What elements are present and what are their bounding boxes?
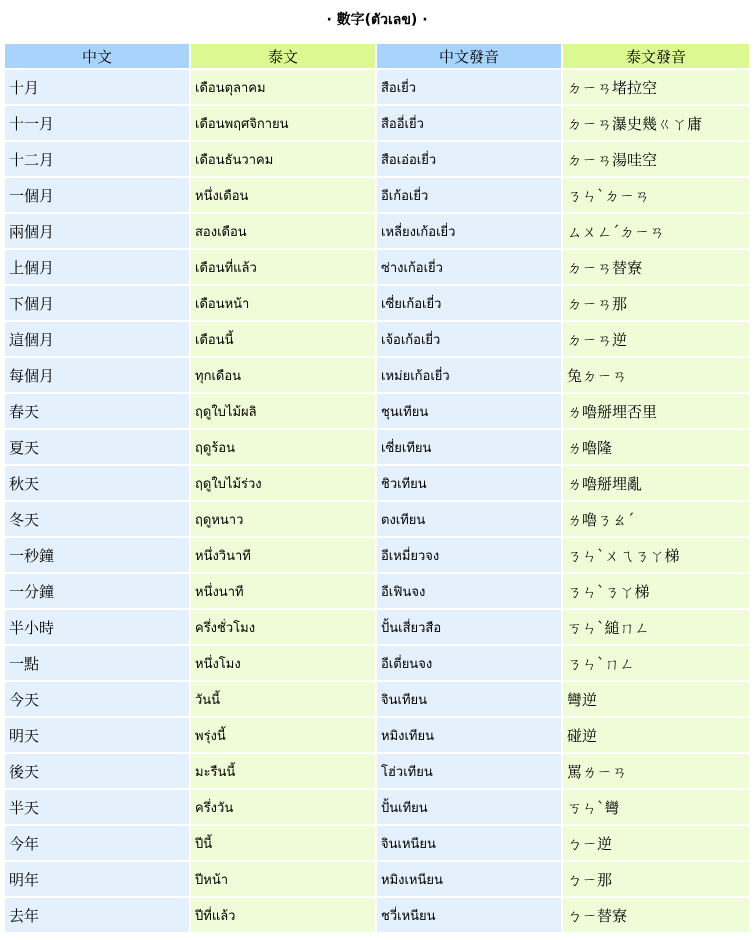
cell-chinese-pronunciation: โฮ่วเทียน bbox=[377, 754, 561, 788]
table-row bbox=[5, 898, 749, 932]
cell-chinese: 半小時 bbox=[5, 610, 189, 644]
cell-thai: ฤดูใบไม้ผลิ bbox=[191, 394, 375, 428]
cell-thai-pronunciation: ㄌ嚕掰埋否里 bbox=[563, 394, 749, 428]
cell-chinese: 明年 bbox=[5, 862, 189, 896]
cell-chinese: 秋天 bbox=[5, 466, 189, 500]
cell-thai: หนึ่งเดือน bbox=[191, 178, 375, 212]
page-title: · 數字(ตัวเลข) · bbox=[326, 12, 428, 28]
table-row bbox=[5, 790, 749, 824]
cell-thai: หนึ่งโมง bbox=[191, 646, 375, 680]
table-row bbox=[5, 754, 749, 788]
table-row bbox=[5, 502, 749, 536]
cell-thai-pronunciation: ㄉㄧㄢ瀑史幾ㄍㄚ庸 bbox=[563, 106, 749, 140]
cell-thai: วันนี้ bbox=[191, 682, 375, 716]
table-row bbox=[5, 250, 749, 284]
cell-chinese-pronunciation: หมิงเหนียน bbox=[377, 862, 561, 896]
cell-thai-pronunciation: ㄌ嚕隆 bbox=[563, 430, 749, 464]
cell-thai-pronunciation: ㄎㄣˋ彎 bbox=[563, 790, 749, 824]
cell-thai-pronunciation: ㄎㄣˋ縋ㄇㄥ bbox=[563, 610, 749, 644]
cell-chinese-pronunciation: อีเก้อเยี่ว bbox=[377, 178, 561, 212]
cell-chinese-pronunciation: หมิงเทียน bbox=[377, 718, 561, 752]
cell-chinese-pronunciation: ชุนเทียน bbox=[377, 394, 561, 428]
cell-thai-pronunciation: ㄅㄧ那 bbox=[563, 862, 749, 896]
cell-thai-pronunciation: ㄋㄣˋㄋㄚ梯 bbox=[563, 574, 749, 608]
cell-thai-pronunciation: ㄋㄣˋㄉㄧㄢ bbox=[563, 178, 749, 212]
cell-thai-pronunciation: ㄙㄨㄥˊㄉㄧㄢ bbox=[563, 214, 749, 248]
table-row bbox=[5, 646, 749, 680]
cell-thai: ทุกเดือน bbox=[191, 358, 375, 392]
header-chinese: 中文 bbox=[5, 44, 189, 68]
cell-chinese-pronunciation: สือเอ่อเยี่ว bbox=[377, 142, 561, 176]
cell-thai-pronunciation: 彎逆 bbox=[563, 682, 749, 716]
cell-chinese: 明天 bbox=[5, 718, 189, 752]
table-row bbox=[5, 682, 749, 716]
cell-thai-pronunciation: ㄉㄧㄢ逆 bbox=[563, 322, 749, 356]
cell-chinese-pronunciation: ชิวเทียน bbox=[377, 466, 561, 500]
table-row bbox=[5, 286, 749, 320]
cell-chinese: 去年 bbox=[5, 898, 189, 932]
table-row bbox=[5, 358, 749, 392]
cell-chinese: 春天 bbox=[5, 394, 189, 428]
cell-thai: เดือนนี้ bbox=[191, 322, 375, 356]
cell-thai: ปีหน้า bbox=[191, 862, 375, 896]
table-row bbox=[5, 178, 749, 212]
cell-thai: เดือนพฤศจิกายน bbox=[191, 106, 375, 140]
table-row bbox=[5, 862, 749, 896]
cell-thai-pronunciation: ㄅㄧ逆 bbox=[563, 826, 749, 860]
cell-chinese: 一分鐘 bbox=[5, 574, 189, 608]
cell-thai-pronunciation: ㄉㄧㄢ替寮 bbox=[563, 250, 749, 284]
cell-chinese: 今年 bbox=[5, 826, 189, 860]
cell-thai: เดือนธันวาคม bbox=[191, 142, 375, 176]
cell-chinese-pronunciation: เซี่ยเก้อเยี่ว bbox=[377, 286, 561, 320]
table-row bbox=[5, 538, 749, 572]
cell-thai: มะรืนนี้ bbox=[191, 754, 375, 788]
table-header-row bbox=[5, 44, 749, 68]
cell-thai: เดือนที่แล้ว bbox=[191, 250, 375, 284]
cell-thai: ฤดูหนาว bbox=[191, 502, 375, 536]
cell-chinese: 這個月 bbox=[5, 322, 189, 356]
cell-chinese-pronunciation: สืออี่เยี่ว bbox=[377, 106, 561, 140]
table-row bbox=[5, 574, 749, 608]
cell-chinese-pronunciation: จินเหนียน bbox=[377, 826, 561, 860]
cell-thai-pronunciation: ㄉㄧㄢ那 bbox=[563, 286, 749, 320]
cell-thai: หนึ่งนาที bbox=[191, 574, 375, 608]
table-row bbox=[5, 610, 749, 644]
table-row bbox=[5, 322, 749, 356]
table-row bbox=[5, 214, 749, 248]
cell-thai: ปีที่แล้ว bbox=[191, 898, 375, 932]
cell-chinese-pronunciation: เจ้อเก้อเยี่ว bbox=[377, 322, 561, 356]
cell-thai: เดือนหน้า bbox=[191, 286, 375, 320]
table-row bbox=[5, 106, 749, 140]
cell-chinese: 今天 bbox=[5, 682, 189, 716]
table-row bbox=[5, 466, 749, 500]
cell-thai-pronunciation: ㄉㄧㄢ堵拉空 bbox=[563, 70, 749, 104]
cell-chinese: 一秒鐘 bbox=[5, 538, 189, 572]
cell-thai: หนึ่งวินาที bbox=[191, 538, 375, 572]
cell-chinese-pronunciation: จินเทียน bbox=[377, 682, 561, 716]
cell-chinese: 十一月 bbox=[5, 106, 189, 140]
table-row bbox=[5, 142, 749, 176]
cell-chinese-pronunciation: ซ่างเก้อเยี่ว bbox=[377, 250, 561, 284]
cell-chinese-pronunciation: สือเยี่ว bbox=[377, 70, 561, 104]
cell-chinese-pronunciation: เหม่ยเก้อเยี่ว bbox=[377, 358, 561, 392]
table-row bbox=[5, 70, 749, 104]
cell-thai-pronunciation: 罵ㄌㄧㄢ bbox=[563, 754, 749, 788]
cell-chinese-pronunciation: ตงเทียน bbox=[377, 502, 561, 536]
cell-chinese: 十二月 bbox=[5, 142, 189, 176]
header-thai-pronunciation: 泰文發音 bbox=[563, 44, 749, 68]
cell-thai-pronunciation: ㄌ嚕ㄋㄠˊ bbox=[563, 502, 749, 536]
cell-chinese: 後天 bbox=[5, 754, 189, 788]
cell-chinese-pronunciation: อีเหมี่ยวจง bbox=[377, 538, 561, 572]
cell-chinese: 一點 bbox=[5, 646, 189, 680]
cell-thai-pronunciation: ㄋㄣˋㄨㄟㄋㄚ梯 bbox=[563, 538, 749, 572]
cell-thai: ฤดูร้อน bbox=[191, 430, 375, 464]
cell-chinese: 十月 bbox=[5, 70, 189, 104]
cell-chinese-pronunciation: ปั้นเสี่ยวสือ bbox=[377, 610, 561, 644]
cell-thai: ปีนี้ bbox=[191, 826, 375, 860]
cell-thai: เดือนตุลาคม bbox=[191, 70, 375, 104]
cell-chinese-pronunciation: เซี่ยเทียน bbox=[377, 430, 561, 464]
cell-chinese-pronunciation: ปั้นเทียน bbox=[377, 790, 561, 824]
vocabulary-table bbox=[3, 42, 751, 934]
header-thai: 泰文 bbox=[191, 44, 375, 68]
cell-thai: พรุ่งนี้ bbox=[191, 718, 375, 752]
table-row bbox=[5, 826, 749, 860]
cell-thai: ครึ่งชั่วโมง bbox=[191, 610, 375, 644]
cell-chinese: 兩個月 bbox=[5, 214, 189, 248]
cell-chinese-pronunciation: ชวี่เหนียน bbox=[377, 898, 561, 932]
cell-chinese: 下個月 bbox=[5, 286, 189, 320]
cell-chinese-pronunciation: อีเฟินจง bbox=[377, 574, 561, 608]
cell-thai: ฤดูใบไม้ร่วง bbox=[191, 466, 375, 500]
table-row bbox=[5, 718, 749, 752]
cell-thai: สองเดือน bbox=[191, 214, 375, 248]
cell-chinese: 夏天 bbox=[5, 430, 189, 464]
cell-chinese-pronunciation: อีเตี่ยนจง bbox=[377, 646, 561, 680]
header-chinese-pronunciation: 中文發音 bbox=[377, 44, 561, 68]
table-body bbox=[5, 70, 749, 932]
cell-chinese: 冬天 bbox=[5, 502, 189, 536]
cell-thai-pronunciation: ㄌ嚕掰埋亂 bbox=[563, 466, 749, 500]
cell-thai-pronunciation: ㄋㄣˋㄇㄥ bbox=[563, 646, 749, 680]
cell-chinese: 半天 bbox=[5, 790, 189, 824]
table-row bbox=[5, 430, 749, 464]
cell-thai-pronunciation: ㄉㄧㄢ湯哇空 bbox=[563, 142, 749, 176]
table-row bbox=[5, 394, 749, 428]
cell-thai-pronunciation: ㄅㄧ替寮 bbox=[563, 898, 749, 932]
cell-thai-pronunciation: 兔ㄉㄧㄢ bbox=[563, 358, 749, 392]
cell-chinese: 一個月 bbox=[5, 178, 189, 212]
cell-chinese: 上個月 bbox=[5, 250, 189, 284]
cell-thai: ครึ่งวัน bbox=[191, 790, 375, 824]
cell-thai-pronunciation: 碰逆 bbox=[563, 718, 749, 752]
cell-chinese-pronunciation: เหลี่ยงเก้อเยี่ว bbox=[377, 214, 561, 248]
cell-chinese: 每個月 bbox=[5, 358, 189, 392]
